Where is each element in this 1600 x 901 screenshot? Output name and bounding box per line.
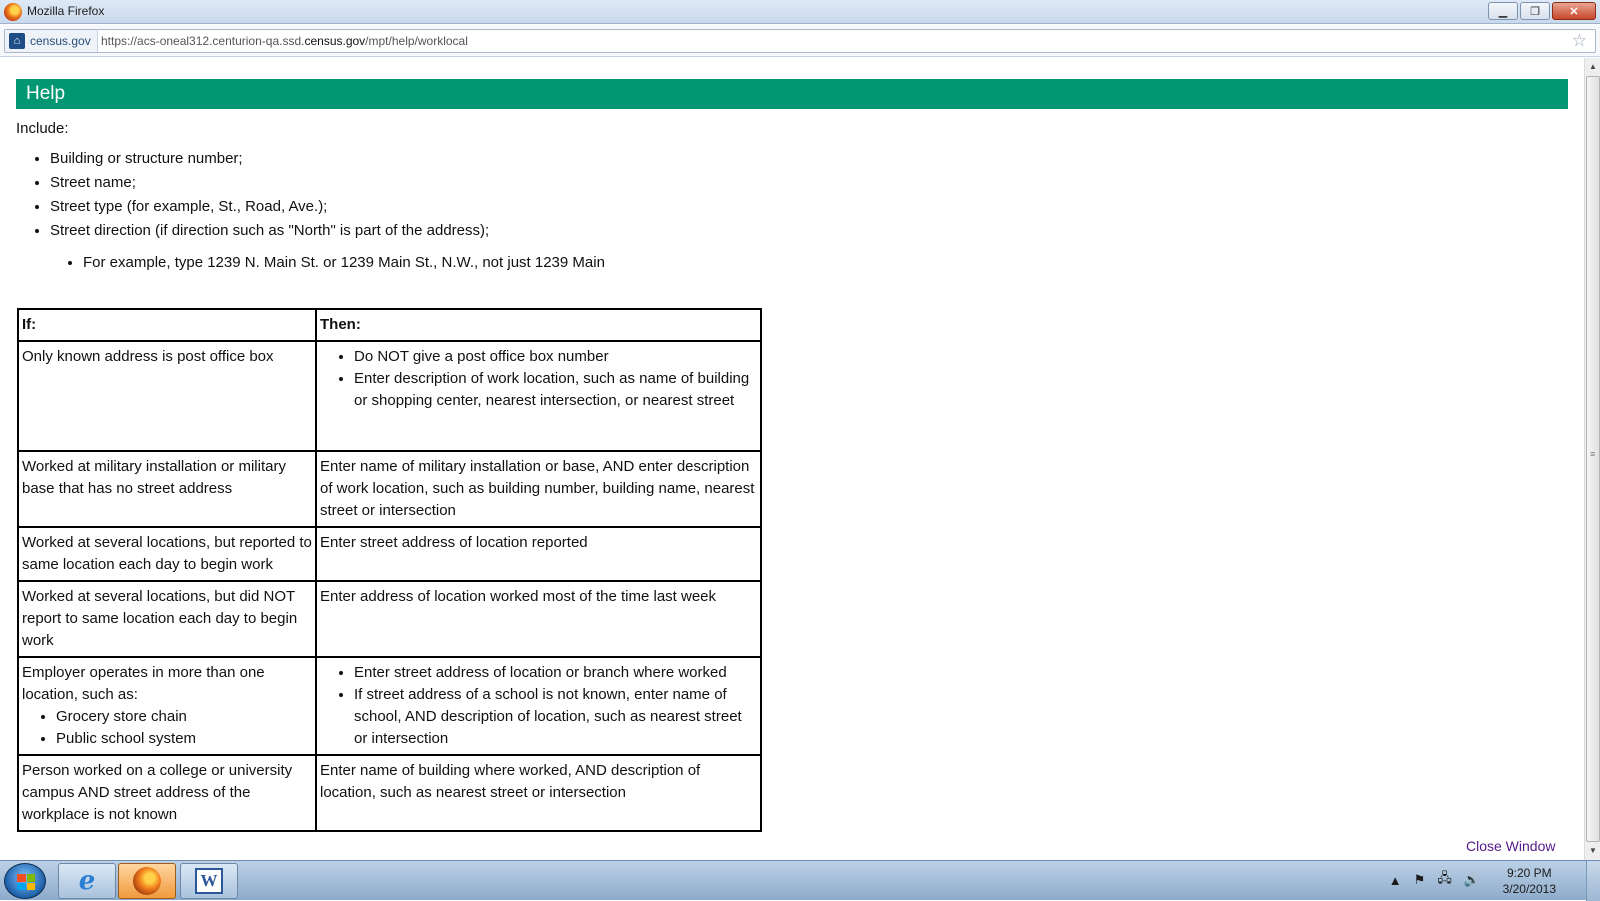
- restore-button[interactable]: ❐: [1520, 2, 1550, 20]
- grip-icon: ≡: [1590, 449, 1596, 459]
- then-cell: Enter name of building where worked, AND description of location, such as nearest street or intersection: [316, 755, 761, 831]
- then-cell: Enter street address of location reported: [316, 527, 761, 581]
- table-header-row: [18, 309, 761, 341]
- if-header: If:: [18, 309, 316, 341]
- clock-time: 9:20 PM: [1506, 866, 1552, 880]
- url-bar[interactable]: [4, 29, 1596, 53]
- clock[interactable]: [1503, 865, 1556, 897]
- vertical-scrollbar[interactable]: [1584, 58, 1600, 860]
- if-cell: Only known address is post office box: [18, 341, 316, 451]
- taskbar-firefox-button[interactable]: [118, 863, 176, 899]
- window-title: Mozilla Firefox: [27, 4, 105, 18]
- if-bullet: • Grocery store chain: [56, 706, 312, 728]
- help-table: [17, 308, 762, 832]
- table-row: [18, 657, 761, 755]
- site-identity-label: census.gov: [30, 34, 91, 48]
- then-header: Then:: [316, 309, 761, 341]
- url-text[interactable]: [101, 34, 468, 48]
- firefox-icon: [133, 867, 161, 895]
- table-row: [18, 581, 761, 657]
- include-item: • Street type (for example, St., Road, Ave.);: [50, 198, 489, 222]
- url-prefix: https://acs-oneal312.centurion-qa.ssd.: [101, 34, 305, 48]
- include-label: Include:: [16, 120, 69, 137]
- internet-explorer-icon: e: [78, 866, 96, 896]
- table-row: [18, 755, 761, 831]
- bookmark-star-icon[interactable]: ☆: [1571, 31, 1587, 50]
- if-text: Employer operates in more than one location, such as:: [22, 664, 265, 703]
- if-cell: Worked at several locations, but did NOT report to same location each day to begin work: [18, 581, 316, 657]
- if-cell: [18, 657, 316, 755]
- url-domain: census.gov: [304, 34, 366, 48]
- table-row: [18, 527, 761, 581]
- site-identity-button[interactable]: [5, 30, 98, 52]
- then-cell: [316, 341, 761, 451]
- volume-icon[interactable]: 🔊: [1463, 872, 1480, 887]
- if-cell: Worked at military installation or military base that has no street address: [18, 451, 316, 527]
- system-tray: [1389, 869, 1480, 891]
- minimize-button[interactable]: ▁: [1488, 2, 1518, 20]
- table-row: [18, 451, 761, 527]
- scroll-down-icon[interactable]: ▼: [1589, 846, 1597, 855]
- scrollbar-thumb[interactable]: [1586, 76, 1600, 842]
- navigation-bar: [0, 25, 1600, 57]
- then-bullet: • Do NOT give a post office box number: [354, 346, 757, 368]
- windows-logo-icon: [17, 874, 35, 890]
- close-button[interactable]: ✕: [1552, 2, 1596, 20]
- window-titlebar: [0, 0, 1600, 24]
- start-button[interactable]: [4, 863, 46, 899]
- close-window-link[interactable]: Close Window: [1466, 838, 1556, 854]
- then-cell: [316, 657, 761, 755]
- url-path: /mpt/help/worklocal: [365, 34, 468, 48]
- then-bullet: • Enter description of work location, such as name of building or shopping center, nearest intersection, or nearest street: [354, 368, 757, 412]
- include-item: • Building or structure number;: [50, 150, 489, 174]
- action-center-flag-icon[interactable]: ⚑: [1413, 872, 1426, 887]
- taskbar-word-button[interactable]: [180, 863, 238, 899]
- site-favicon-icon: ⌂: [9, 33, 25, 49]
- help-header: Help: [16, 79, 1568, 109]
- window-controls: [1488, 2, 1596, 20]
- show-hidden-icons-icon[interactable]: ▲: [1388, 872, 1402, 888]
- firefox-logo-icon: [4, 3, 22, 21]
- network-icon[interactable]: 🖧: [1437, 870, 1452, 885]
- clock-date: 3/20/2013: [1502, 882, 1556, 896]
- then-cell: Enter address of location worked most of the time last week: [316, 581, 761, 657]
- page-content: [0, 58, 1584, 860]
- show-desktop-button[interactable]: [1586, 861, 1600, 901]
- table-row: [18, 341, 761, 451]
- then-bullet: • If street address of a school is not known, enter name of school, AND description of location, such as nearest street or intersection: [354, 684, 757, 750]
- if-cell: Worked at several locations, but reported to same location each day to begin work: [18, 527, 316, 581]
- include-item: • Street direction (if direction such as "North" is part of the address);: [50, 222, 489, 246]
- include-list: [50, 150, 489, 246]
- if-cell: Person worked on a college or university campus AND street address of the workplace is not known: [18, 755, 316, 831]
- if-bullet: • Public school system: [56, 728, 312, 750]
- scroll-up-icon[interactable]: ▲: [1589, 62, 1597, 71]
- taskbar-ie-button[interactable]: [58, 863, 116, 899]
- example-list: [83, 254, 605, 271]
- taskbar: [0, 860, 1600, 900]
- example-item: • For example, type 1239 N. Main St. or 1239 Main St., N.W., not just 1239 Main: [83, 254, 605, 271]
- then-cell: Enter name of military installation or base, AND enter description of work location, such as building number, building name, nearest street or intersection: [316, 451, 761, 527]
- then-bullet: • Enter street address of location or branch where worked: [354, 662, 757, 684]
- word-icon: W: [195, 868, 223, 894]
- include-item: • Street name;: [50, 174, 489, 198]
